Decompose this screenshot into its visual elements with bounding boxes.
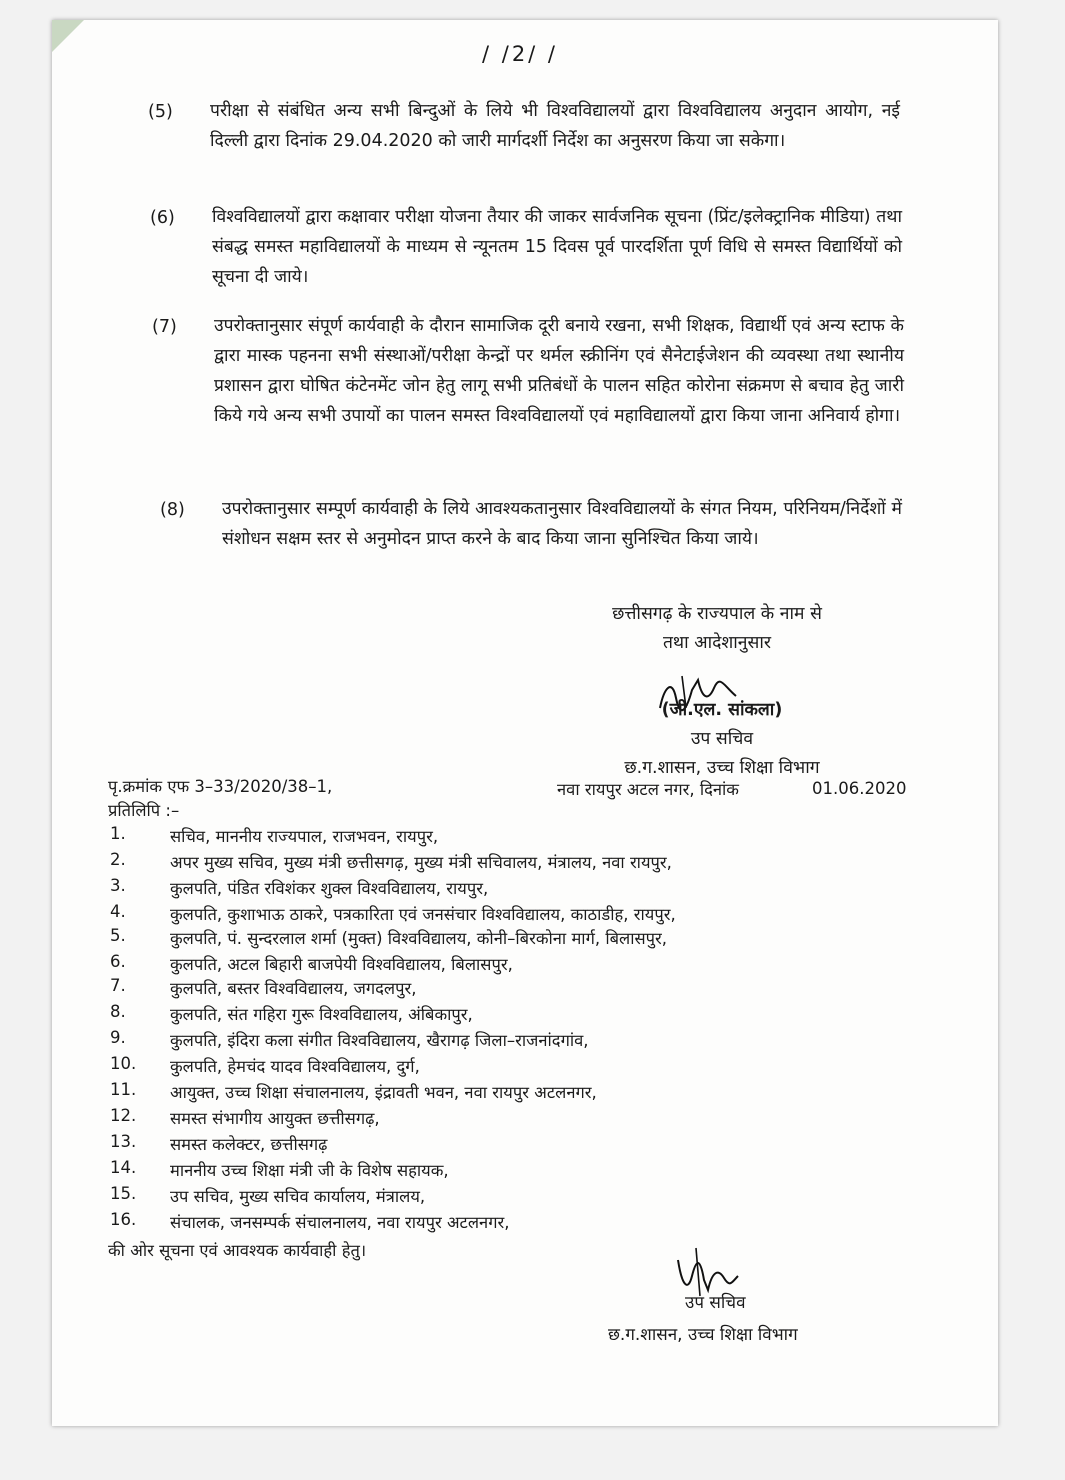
order-date: 01.06.2020 [812, 779, 907, 798]
paragraph-7: उपरोक्तानुसार संपूर्ण कार्यवाही के दौरान सामाजिक दूरी बनाये रखना, सभी शिक्षक, विद्यार्थी एवं अन्य स्टाफ के द्वारा मास्क पहनना सभी संस्थाओं/परीक्षा केन्द्रों पर थर्मल स्क्रीनिंग एवं सैनेटाईजेशन की व्यवस्था तथा स्थानीय प्रशासन द्वारा घोषित कंटेनमेंट जोन हेतु लागू सभी प्रतिबंधों के पालन सहित कोरोना संक्रमण से बचाव हेतु जारी किये गये अन्य सभी उपायों का पालन समस्त विश्वविद्यालयों एवं महाविद्यालयों द्वारा किया जाना अनिवार्य होगा। [214, 316, 904, 426]
signatory-title: उप सचिव [690, 729, 754, 749]
paragraph-number: (8) [160, 500, 185, 520]
paragraph-number: (6) [150, 208, 175, 228]
paragraph-5: परीक्षा से संबंधित अन्य सभी बिन्दुओं के लिये भी विश्वविद्यालयों द्वारा विश्वविद्यालय अनुदान आयोग, नई दिल्ली द्वारा दिनांक 29.04.2020 को जारी मार्गदर्शी निर्देश का अनुसरण किया जा सकेगा। [210, 101, 900, 151]
paragraph-number: (7) [152, 317, 177, 337]
reference-number: पृ.क्रमांक एफ 3–33/2020/38–1, [108, 777, 333, 796]
copy-to-label: प्रतिलिपि :– [108, 801, 180, 820]
signatory-department: छ.ग.शासन, उच्च शिक्षा विभाग [624, 758, 820, 778]
place-date: नवा रायपुर अटल नगर, दिनांक [557, 780, 739, 799]
order-line-1: छत्तीसगढ़ के राज्यपाल के नाम से [612, 604, 822, 624]
closing-line: की ओर सूचना एवं आवश्यक कार्यवाही हेतु। [108, 1241, 367, 1260]
signatory-name: (जी.एल. सांकला) [661, 700, 783, 720]
footer-department: छ.ग.शासन, उच्च शिक्षा विभाग [608, 1325, 798, 1345]
page-number: / /2/ / [482, 42, 559, 66]
paragraph-number: (5) [148, 102, 173, 122]
order-block [552, 600, 882, 658]
paragraph-6: विश्वविद्यालयों द्वारा कक्षावार परीक्षा योजना तैयार की जाकर सार्वजनिक सूचना (प्रिंट/इलेक्ट्रानिक मीडिया) तथा संबद्ध समस्त महाविद्यालयों के माध्यम से न्यूनतम 15 दिवस पूर्व पारदर्शिता पूर्ण विधि से समस्त विद्यार्थियों को सूचना दी जाये। [212, 207, 902, 287]
signatory-block [572, 696, 872, 783]
order-line-2: तथा आदेशानुसार [662, 633, 772, 653]
footer-title: उप सचिव [685, 1293, 746, 1313]
document-page: / /2/ / (5) परीक्षा से संबंधित अन्य सभी बिन्दुओं के लिये भी विश्वविद्यालयों द्वारा विश्वविद्यालय अनुदान आयोग, नई दिल्ली द्वारा दिनांक 29.04.2020 को जारी मार्गदर्शी निर्देश का अनुसरण किया जा सकेगा। (6) विश्वविद्यालयों द्वारा कक्षावार परीक्षा योजना तैयार की जाकर सार्वजनिक सूचना (प्रिंट/इलेक्ट्रानिक मीडिया) तथा संबद्ध समस्त महाविद्यालयों के माध्यम से न्यूनतम 15 दिवस पूर्व पारदर्शिता पूर्ण विधि से समस्त विद्यार्थियों को सूचना दी जाये। (7) उपरोक्तानुसार संपूर्ण कार्यवाही के दौरान सामाजिक दूरी बनाये रखना, सभी शिक्षक, विद्यार्थी एवं अन्य स्टाफ के द्वारा मास्क पहनना सभी संस्थाओं/परीक्षा केन्द्रों पर थर्मल स्क्रीनिंग एवं सैनेटाईजेशन की व्यवस्था तथा स्थानीय प्रशासन द्वारा घोषित कंटेनमेंट जोन हेतु लागू सभी प्रतिबंधों के पालन सहित कोरोना संक्रमण से बचाव हेतु जारी किये गये अन्य सभी उपायों का पालन समस्त विश्वविद्यालयों एवं महाविद्यालयों द्वारा किया जाना अनिवार्य होगा। (8) उपरोक्तानुसार सम्पूर्ण कार्यवाही के लिये आवश्यकतानुसार विश्वविद्यालयों के संगत नियम, परिनियम/निर्देशों में संशोधन सक्षम स्तर से अनुमोदन प्राप्त करने के बाद किया जाना सुनिश्चित किया जाये। छत्तीसगढ़ के राज्यपाल के नाम से तथा आदेशानुसार (जी.एल. सांकला) उप सचिव छ.ग.शासन, उच्च शिक्षा विभाग पृ.क्रमांक एफ 3–33/2020/38–1, नवा रायपुर अटल नगर, दिनांक 01.06.2020 प्रतिलिपि :– 1. सचिव, माननीय राज्यपाल, राजभवन, रायपुर, 2. अपर मुख्य सचिव, मुख्य मंत्री छत्तीसगढ़, मुख्य मंत्री सचिवालय, मंत्रालय, नवा रायपुर, 3. कुलपति, पंडित रविशंकर शुक्ल विश्वविद्यालय, रायपुर, 4. कुलपति, कुशाभाऊ ठाकरे, पत्रकारिता एवं जनसंचार विश्वविद्यालय, काठाडीह, रायपुर, 5. कुलपति, पं. सुन्दरलाल शर्मा (मुक्त) विश्वविद्यालय, कोनी–बिरकोना मार्ग, बिलासपुर, 6. कुलपति, अटल बिहारी बाजपेयी विश्वविद्यालय, बिलासपुर, 7. कुलपति, बस्तर विश्वविद्यालय, जगदलपुर, 8. कुलपति, संत गहिरा गुरू विश्वविद्यालय, अंबिकापुर, 9. कुलपति, इंदिरा कला संगीत विश्वविद्यालय, खैरागढ़ जिला–राजनांदगांव, 10. कुलपति, हेमचंद यादव विश्वविद्यालय, दुर्ग, 11. आयुक्त, उच्च शिक्षा संचालनालय, इंद्रावती भवन, नवा रायपुर अटलनगर, 12. समस्त संभागीय आयुक्त छत्तीसगढ़, 13. समस्त कलेक्टर, छत्तीसगढ़ 14. माननीय उच्च शिक्षा मंत्री जी के विशेष सहायक, 15. उप सचिव, मुख्य सचिव कार्यालय, मंत्रालय, 16. संचालक, जनसम्पर्क संचालनालय, नवा रायपुर अटलनगर, की ओर सूचना एवं आवश्यक कार्यवाही हेतु। उप सचिव छ.ग.शासन, उच्च शिक्षा विभाग [52, 20, 998, 1426]
page-corner-fold [52, 20, 84, 52]
paragraph-8: उपरोक्तानुसार सम्पूर्ण कार्यवाही के लिये आवश्यकतानुसार विश्वविद्यालयों के संगत नियम, परिनियम/निर्देशों में संशोधन सक्षम स्तर से अनुमोदन प्राप्त करने के बाद किया जाना सुनिश्चित किया जाये। [222, 499, 902, 549]
